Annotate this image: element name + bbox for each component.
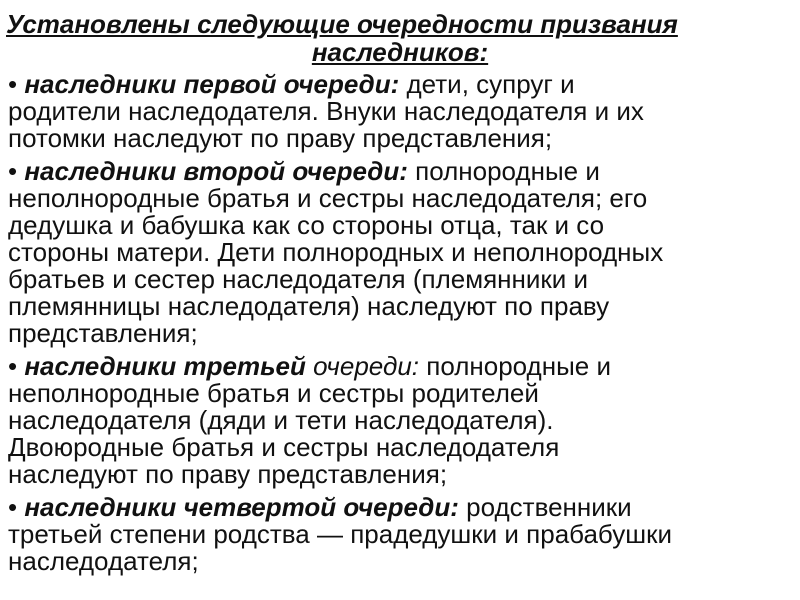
list-item-fourth-order — [8, 494, 798, 575]
item-text-line: наследуют по праву представления; — [8, 459, 448, 489]
item-text-line: стороны матери. Дети полнородных и неполнородных — [8, 237, 664, 267]
list-item-second-order — [8, 158, 798, 347]
item-text-line: братьев и сестер наследодателя (племянники и — [8, 264, 589, 294]
item-first-line — [8, 353, 798, 380]
item-text: дети, супруг и — [406, 69, 575, 99]
item-first-line — [8, 494, 798, 521]
item-first-line — [8, 71, 798, 98]
item-heading-italic: очереди: — [313, 351, 420, 381]
list-item-third-order — [8, 353, 798, 488]
item-text-line: родители наследодателя. Внуки наследодателя и их — [8, 96, 644, 126]
bullet-icon: • — [8, 351, 18, 381]
bullet-icon: • — [8, 156, 18, 186]
item-first-line — [8, 158, 798, 185]
item-heading: наследники третьей — [24, 351, 306, 381]
item-heading: наследники второй очереди: — [24, 156, 408, 186]
item-text-line: наследодателя; — [8, 546, 199, 576]
item-text-line: племянницы наследодателя) наследуют по праву — [8, 291, 610, 321]
bullet-icon: • — [8, 492, 18, 522]
item-text-line: потомки наследуют по праву представления; — [8, 123, 553, 153]
item-heading: наследники четвертой очереди: — [24, 492, 459, 522]
item-text: полнородные и — [415, 156, 600, 186]
page-title — [6, 10, 794, 66]
title-line-2: наследников: — [311, 37, 489, 67]
item-text-line: неполнородные братья и сестры наследодателя; его — [8, 183, 648, 213]
item-text-line: третьей степени родства — прадедушки и прабабушки — [8, 519, 672, 549]
item-text-line: дедушка и бабушка как со стороны отца, так и со — [8, 210, 605, 240]
item-text-line: неполнородные братья и сестры родителей — [8, 378, 539, 408]
item-text-line: представления; — [8, 318, 198, 348]
list-item-first-order — [8, 71, 798, 152]
item-text: родственники — [466, 492, 632, 522]
heir-order-list — [8, 71, 798, 581]
item-text-line: Двоюродные братья и сестры наследодателя — [8, 432, 560, 462]
item-text: полнородные и — [426, 351, 611, 381]
bullet-icon: • — [8, 69, 18, 99]
item-heading: наследники первой очереди: — [24, 69, 400, 99]
item-text-line: наследодателя (дяди и тети наследодателя). — [8, 405, 554, 435]
title-line-1: Установлены следующие очередности призвания — [6, 9, 678, 39]
